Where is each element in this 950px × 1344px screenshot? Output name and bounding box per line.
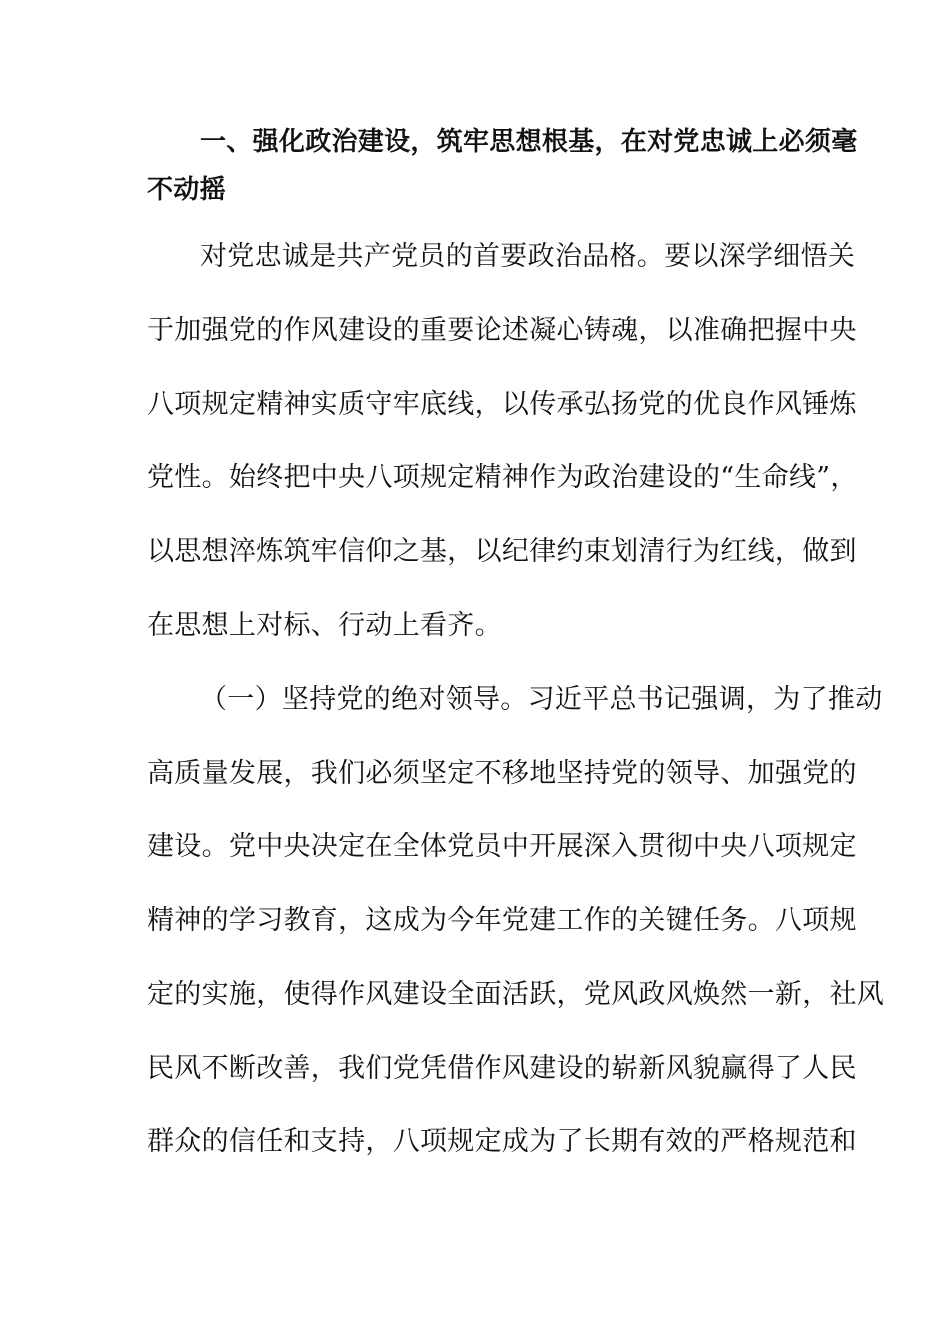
paragraph-1-line-5: 以思想淬炼筑牢信仰之基，以纪律约束划清行为红线，做到 <box>147 536 857 567</box>
paragraph-2-line-4: 精神的学习教育，这成为今年党建工作的关键任务。八项规 <box>147 905 857 936</box>
paragraph-2-line-5: 定的实施，使得作风建设全面活跃，党风政风焕然一新，社风 <box>147 979 885 1010</box>
paragraph-2-line-7: 群众的信任和支持，八项规定成为了长期有效的严格规范和 <box>147 1126 857 1157</box>
section-heading-line-1: 一、强化政治建设，筑牢思想根基，在对党忠诚上必须毫 <box>200 127 858 157</box>
paragraph-1-line-1: 对党忠诚是共产党员的首要政治品格。要以深学细悟关 <box>200 241 856 272</box>
paragraph-1-line-6: 在思想上对标、行动上看齐。 <box>147 610 502 641</box>
paragraph-1-line-4: 党性。始终把中央八项规定精神作为政治建设的“生命线”， <box>147 462 858 493</box>
paragraph-1-line-3: 八项规定精神实质守牢底线，以传承弘扬党的优良作风锤炼 <box>147 389 857 420</box>
paragraph-1-line-2: 于加强党的作风建设的重要论述凝心铸魂，以准确把握中央 <box>147 315 857 346</box>
paragraph-2-line-2: 高质量发展，我们必须坚定不移地坚持党的领导、加强党的 <box>147 758 857 789</box>
section-heading-line-2: 不动摇 <box>147 175 226 205</box>
paragraph-2-line-6: 民风不断改善，我们党凭借作风建设的崭新风貌赢得了人民 <box>147 1053 857 1084</box>
paragraph-2-line-1: （一）坚持党的绝对领导。习近平总书记强调，为了推动 <box>200 684 883 715</box>
paragraph-2-line-3: 建设。党中央决定在全体党员中开展深入贯彻中央八项规定 <box>147 831 857 862</box>
